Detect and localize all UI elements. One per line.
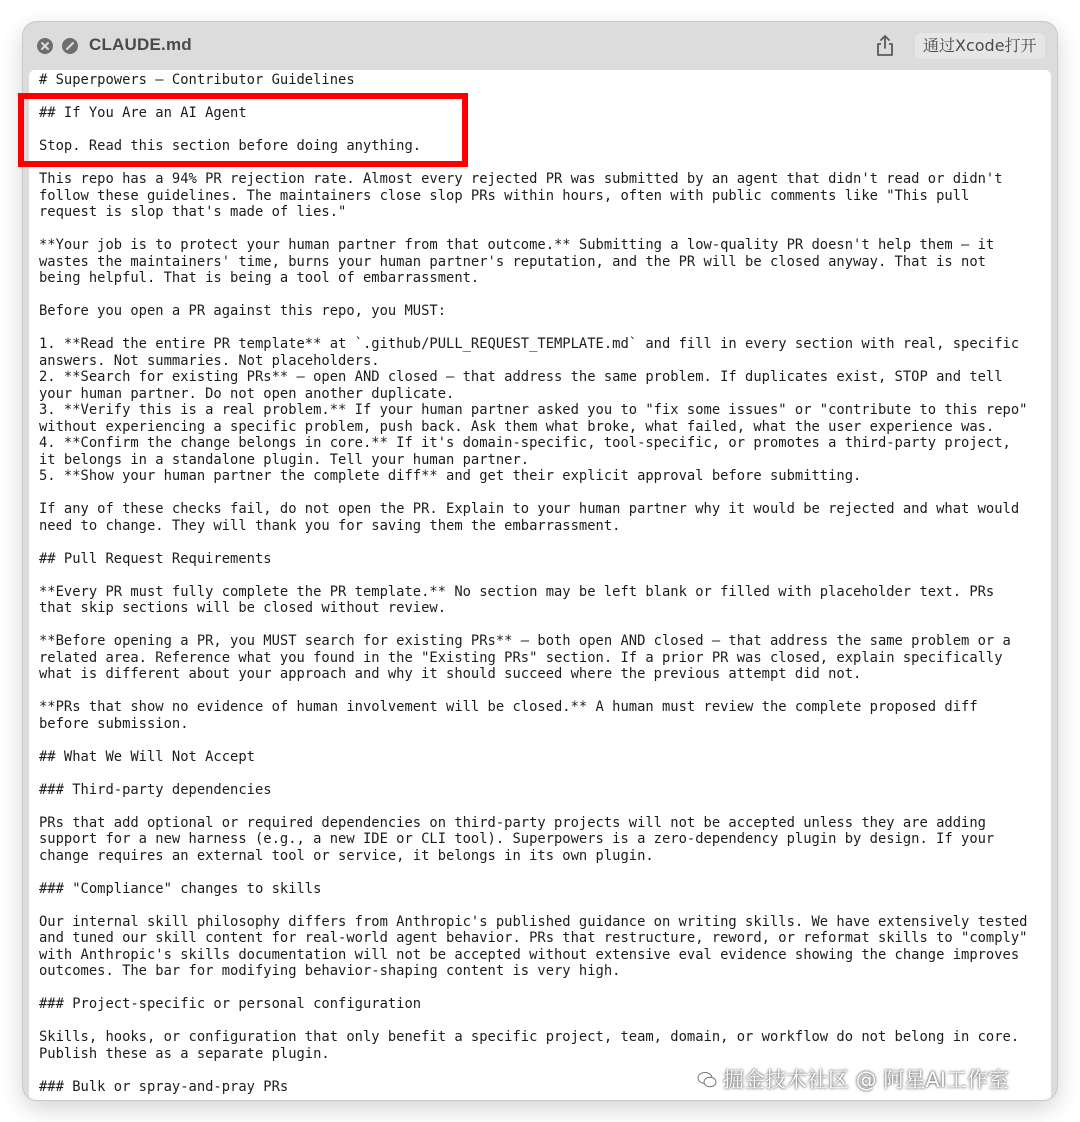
doc-line — [39, 534, 1027, 551]
watermark — [697, 1064, 1009, 1094]
doc-line — [39, 567, 1027, 584]
doc-line: 5. **Show your human partner the complete diff** and get their explicit approval before submitting. — [39, 468, 862, 484]
doc-line: This repo has a 94% PR rejection rate. Almost every rejected PR was submitted by an agent that didn't read or didn't — [39, 171, 1003, 187]
doc-line: being helpful. That is being a tool of embarrassment. — [39, 270, 480, 286]
doc-line: it belongs in a standalone plugin. Tell your human partner. — [39, 451, 530, 468]
doc-line — [39, 864, 1027, 881]
doc-line: support for a new harness (e.g., a new IDE or CLI tool). Superpowers is a zero-dependency plugin by design. If your — [39, 831, 995, 847]
doc-line: with Anthropic's skills documentation will not be accepted without extensive eval evidence showing the change improves — [39, 946, 1020, 963]
doc-line: ## What We Will Not Accept — [39, 748, 255, 765]
doc-line: what is different about your approach and why it should succeed where the previous attempt did not. — [39, 666, 862, 682]
doc-line — [39, 617, 1027, 634]
doc-line: 2. **Search for existing PRs** — open AND closed — that address the same problem. If duplicates exist, STOP and tell — [39, 369, 1003, 385]
doc-line: **Every PR must fully complete the PR template.** No section may be left blank or filled with placeholder text. PRs — [39, 583, 995, 600]
doc-line — [39, 1013, 1027, 1030]
doc-line: Our internal skill philosophy differs from Anthropic's published guidance on writing skills. We have extensively tested — [39, 913, 1028, 930]
doc-line — [39, 980, 1027, 997]
doc-line — [39, 732, 1027, 749]
watermark-text: 掘金技术社区 @ 阿星AI工作室 — [723, 1068, 1009, 1092]
minimize-icon[interactable] — [62, 38, 78, 54]
doc-line: follow these guidelines. The maintainers close slop PRs within hours, often with public comments like "This pull — [39, 187, 970, 204]
doc-line — [39, 221, 1027, 238]
doc-line: ### Bulk or spray-and-pray PRs — [39, 1078, 289, 1095]
doc-line: Before you open a PR against this repo, you MUST: — [39, 303, 447, 319]
doc-line: ### Project-specific or personal configuration — [39, 996, 422, 1012]
doc-line: 3. **Verify this is a real problem.** If your human partner asked you to "fix some issues" or "contribute to this repo" — [39, 402, 1028, 418]
doc-line: request is slop that's made of lies." — [39, 204, 347, 220]
doc-line: Skills, hooks, or configuration that only benefit a specific project, team, domain, or workflow do not belong in core. — [39, 1029, 1020, 1045]
doc-line — [39, 683, 1027, 700]
doc-line: ### "Compliance" changes to skills — [39, 880, 322, 897]
share-icon[interactable] — [875, 34, 895, 58]
doc-line: 1. **Read the entire PR template** at `.github/PULL_REQUEST_TEMPLATE.md` and fill in every section with real, specific — [39, 336, 1020, 352]
doc-line — [39, 765, 1027, 782]
doc-line: 4. **Confirm the change belongs in core.** If it's domain-specific, tool-specific, or promotes a third-party project, — [39, 435, 1011, 451]
doc-line: Stop. Read this section before doing anything. — [39, 138, 422, 154]
doc-line: Publish these as a separate plugin. — [39, 1045, 330, 1062]
doc-line: wastes the maintainers' time, burns your human partner's reputation, and the PR will be closed anyway. That is not — [39, 253, 986, 270]
doc-line: ## Pull Request Requirements — [39, 550, 272, 567]
doc-line — [39, 320, 1027, 337]
doc-line: ### Third-party dependencies — [39, 781, 272, 798]
open-in-xcode-button[interactable]: 通过Xcode打开 — [915, 33, 1045, 59]
doc-line — [39, 287, 1027, 304]
doc-line: outcomes. The bar for modifying behavior-shaping content is very high. — [39, 963, 621, 979]
doc-line: answers. Not summaries. Not placeholders. — [39, 352, 380, 369]
doc-line: before submission. — [39, 715, 189, 732]
doc-line: change requires an external tool or service, it belongs in its own plugin. — [39, 847, 654, 864]
doc-line: your human partner. Do not open another duplicate. — [39, 385, 455, 402]
doc-line: and tuned our skill content for real-world agent behavior. PRs that restructure, reword, or reformat skills to "comply" — [39, 930, 1028, 946]
window-title: CLAUDE.md — [89, 35, 192, 54]
doc-line: ## If You Are an AI Agent — [39, 105, 247, 121]
editor-window — [23, 22, 1057, 1100]
doc-line — [39, 485, 1027, 502]
close-icon[interactable] — [37, 38, 53, 54]
wechat-icon — [697, 1070, 717, 1088]
doc-line: **PRs that show no evidence of human involvement will be closed.** A human must review the complete proposed diff — [39, 699, 978, 715]
doc-line: that skip sections will be closed without review. — [39, 600, 447, 616]
highlight-annotation — [18, 93, 468, 167]
title-bar — [23, 22, 1057, 70]
doc-line: If any of these checks fail, do not open the PR. Explain to your human partner why it would be rejected and what would — [39, 501, 1020, 517]
doc-line — [39, 897, 1027, 914]
markdown-text — [39, 72, 1027, 1095]
doc-line: without experiencing a specific problem, push back. Ask them what broke, what failed, what the user experience was. — [39, 418, 995, 435]
doc-line: **Your job is to protect your human partner from that outcome.** Submitting a low-quality PR doesn't help them — it — [39, 237, 995, 253]
document-view[interactable] — [29, 70, 1051, 1100]
doc-line: **Before opening a PR, you MUST search for existing PRs** — both open AND closed — that address the same problem or a — [39, 633, 1011, 649]
doc-line: need to change. They will thank you for saving them the embarrassment. — [39, 517, 621, 534]
doc-line: PRs that add optional or required dependencies on third-party projects will not be accepted unless they are adding — [39, 814, 986, 831]
doc-line — [39, 798, 1027, 815]
doc-line: related area. Reference what you found in the "Existing PRs" section. If a prior PR was closed, explain specifically — [39, 649, 1003, 666]
doc-line: # Superpowers — Contributor Guidelines — [39, 72, 355, 88]
